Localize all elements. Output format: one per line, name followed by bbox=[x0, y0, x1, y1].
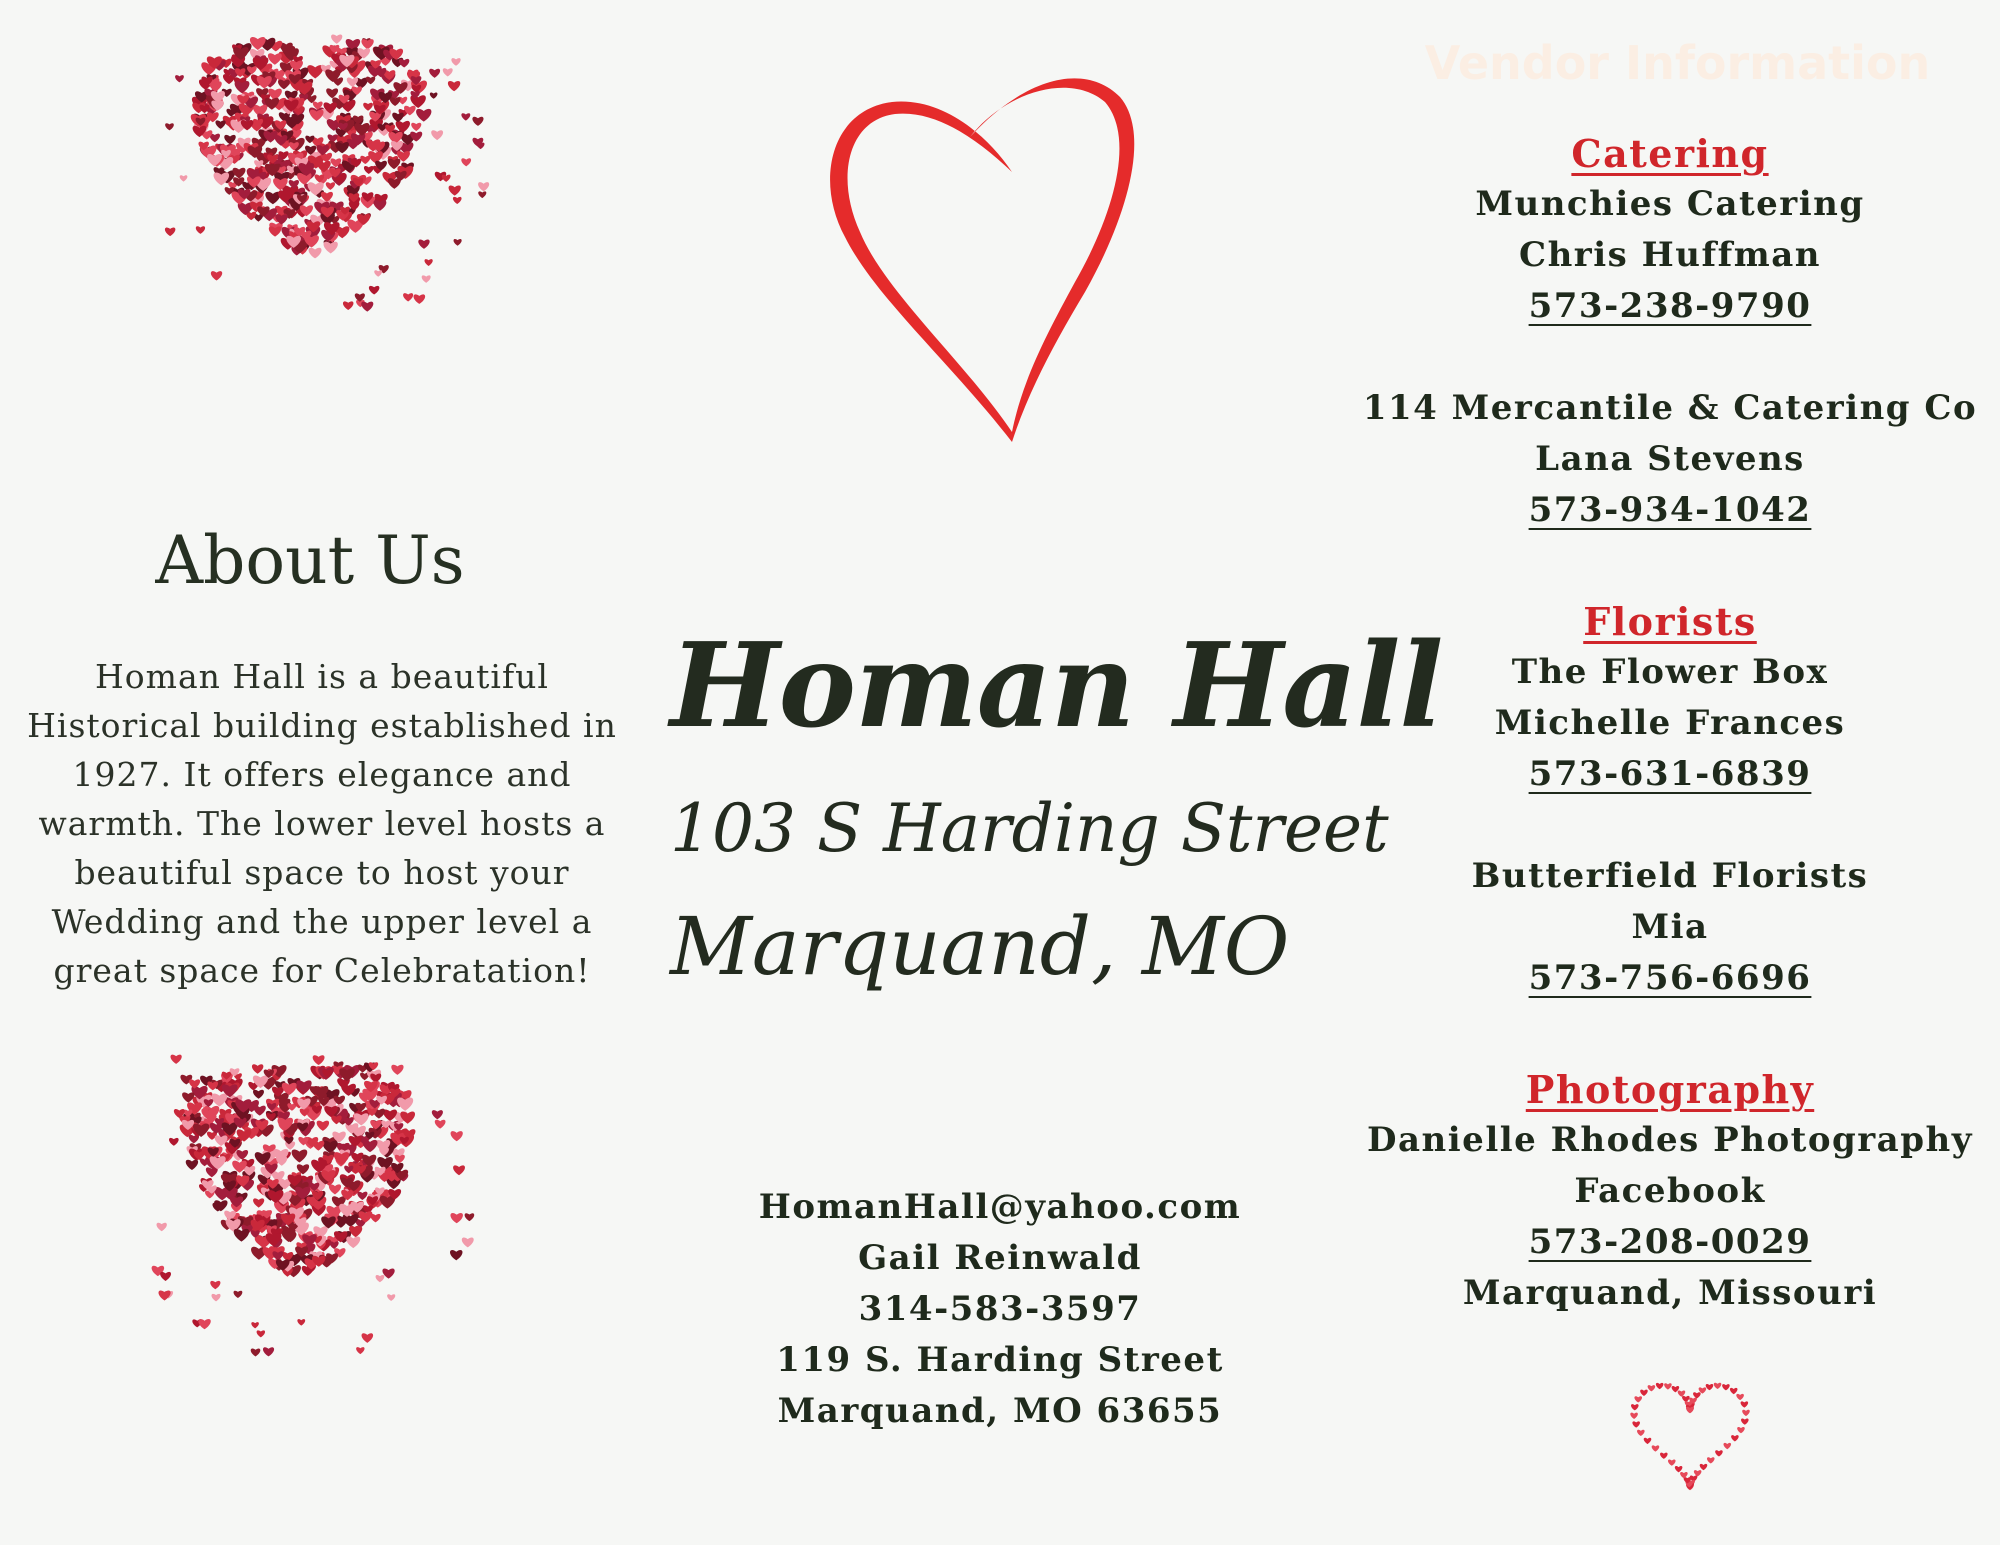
venue-street: 103 S Harding Street bbox=[670, 790, 1389, 867]
red-outline-heart-icon bbox=[800, 62, 1200, 452]
vendor-business: Munchies Catering bbox=[1475, 184, 1865, 224]
dotted-heart-icon bbox=[1625, 1372, 1755, 1498]
vendor-phone[interactable]: 573-756-6696 bbox=[1528, 958, 1812, 998]
vendor-phone[interactable]: 573-934-1042 bbox=[1528, 490, 1812, 530]
about-line: Wedding and the upper level a bbox=[51, 902, 593, 941]
contact-name: Gail Reinwald bbox=[858, 1238, 1142, 1278]
vendor-business: Butterfield Florists bbox=[1471, 856, 1869, 896]
contact-block bbox=[700, 1182, 1300, 1437]
confetti-heart-top-image bbox=[160, 30, 490, 350]
contact-email[interactable]: HomanHall@yahoo.com bbox=[758, 1187, 1242, 1227]
vendor-contact-person: Chris Huffman bbox=[1519, 235, 1821, 275]
photography-category-label: Photography bbox=[1525, 1067, 1815, 1112]
about-us-text bbox=[22, 652, 622, 995]
vendor-phone[interactable]: 573-208-0029 bbox=[1528, 1222, 1812, 1262]
about-line: Homan Hall is a beautiful bbox=[95, 657, 549, 696]
about-line: Historical building established in bbox=[27, 706, 617, 745]
vendor-location: Marquand, Missouri bbox=[1462, 1273, 1878, 1313]
venue-city: Marquand, MO bbox=[670, 900, 1290, 993]
about-line: great space for Celebratation! bbox=[53, 951, 591, 990]
vendor-list bbox=[1355, 128, 1985, 1319]
about-us-heading: About Us bbox=[155, 522, 465, 599]
vendor-business: 114 Mercantile & Catering Co bbox=[1362, 388, 1978, 428]
contact-address: 119 S. Harding Street bbox=[776, 1340, 1224, 1380]
about-line: warmth. The lower level hosts a bbox=[38, 804, 606, 843]
confetti-heart-bottom-image bbox=[150, 1050, 480, 1370]
venue-name-title: Homan Hall bbox=[670, 618, 1443, 754]
vendor-platform: Facebook bbox=[1574, 1171, 1766, 1211]
contact-phone[interactable]: 314-583-3597 bbox=[858, 1289, 1142, 1329]
vendor-information-heading: Vendor Information bbox=[1424, 36, 1931, 90]
catering-category-label: Catering bbox=[1571, 131, 1769, 176]
vendor-business: The Flower Box bbox=[1511, 652, 1829, 692]
vendor-contact-person: Michelle Frances bbox=[1494, 703, 1846, 743]
florists-category-label: Florists bbox=[1583, 599, 1757, 644]
about-line: 1927. It offers elegance and bbox=[72, 755, 572, 794]
vendor-business: Danielle Rhodes Photography bbox=[1367, 1120, 1973, 1160]
vendor-phone[interactable]: 573-238-9790 bbox=[1528, 286, 1812, 326]
vendor-contact-person: Mia bbox=[1631, 907, 1709, 947]
vendor-phone[interactable]: 573-631-6839 bbox=[1528, 754, 1812, 794]
contact-city-state-zip: Marquand, MO 63655 bbox=[777, 1391, 1223, 1431]
about-line: beautiful space to host your bbox=[74, 853, 570, 892]
vendor-contact-person: Lana Stevens bbox=[1535, 439, 1805, 479]
